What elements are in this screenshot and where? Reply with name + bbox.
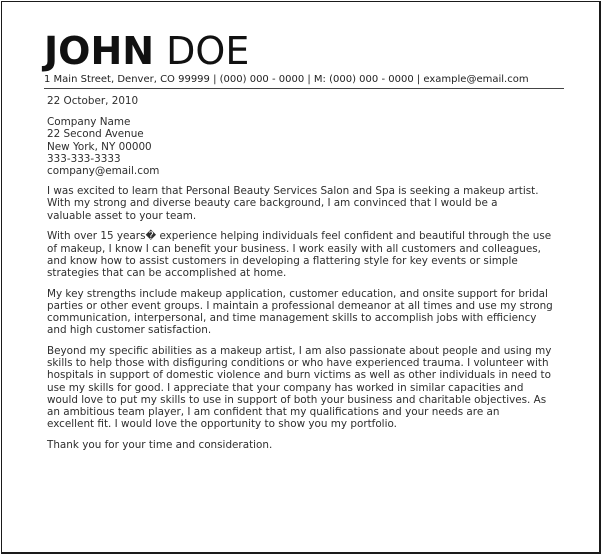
paragraph-strengths — [47, 288, 567, 337]
recipient-address — [47, 116, 567, 177]
paragraph-experience — [47, 230, 567, 279]
recipient-company: Company Name — [47, 116, 131, 129]
recipient-phone: 333-333-3333 — [47, 152, 121, 165]
paragraph-line: valuable asset to your team. — [47, 209, 197, 222]
recipient-city: New York, NY 00000 — [47, 140, 152, 153]
paragraph-line: skills to help those with disfiguring conditions or who have experienced trauma. I volunteer with — [47, 357, 549, 370]
paragraph-line: and know how to assist customers in developing a flattering style for key events or simple — [47, 254, 518, 267]
paragraph-line: and high customer satisfaction. — [47, 324, 212, 337]
letter-page — [1, 1, 601, 554]
paragraph-line: My key strengths include makeup application, customer education, and onsite support for bridal — [47, 287, 548, 300]
paragraph-line: Beyond my specific abilities as a makeup artist, I am also passionate about people and using my — [47, 344, 552, 357]
sender-first-name: JOHN — [44, 29, 155, 73]
paragraph-line: parties or other event groups. I maintain a professional demeanor at all times and use my strong — [47, 299, 553, 312]
paragraph-line: hospitals in support of domestic violence and burn victims as well as other individuals in need to — [47, 369, 551, 382]
paragraph-intro — [47, 185, 567, 222]
paragraph-line: With over 15 years� experience helping individuals feel confident and beautiful through the use — [47, 230, 552, 243]
letter-body — [47, 95, 567, 460]
paragraph-line: Thank you for your time and consideration. — [47, 438, 273, 451]
letter-date: 22 October, 2010 — [47, 95, 139, 107]
paragraph-line: communication, interpersonal, and time management skills to accomplish jobs with efficiency — [47, 312, 537, 325]
letterhead — [44, 30, 564, 90]
paragraph-line: I was excited to learn that Personal Beauty Services Salon and Spa is seeking a makeup artist. — [47, 185, 539, 198]
paragraph-line: strategies that can be accomplished at home. — [47, 266, 287, 279]
paragraph-line: With my strong and diverse beauty care background, I am convinced that I would be a — [47, 197, 498, 210]
sender-last-name: DOE — [166, 29, 250, 73]
paragraph-passion — [47, 345, 567, 430]
paragraph-closing — [47, 439, 567, 451]
paragraph-line: use my skills for good. I appreciate that your company has worked in similar capacities and — [47, 381, 524, 394]
recipient-street: 22 Second Avenue — [47, 128, 144, 141]
paragraph-line: excellent fit. I would love the opportunity to show you my portfolio. — [47, 418, 397, 431]
sender-contact-line: 1 Main Street, Denver, CO 99999 | (000) 000 - 0000 | M: (000) 000 - 0000 | example@email.com — [44, 74, 529, 85]
paragraph-line: of makeup, I know I can benefit your business. I work easily with all customers and colleagues, — [47, 242, 541, 255]
paragraph-line: would love to put my skills to use in support of both your business and charitable objectives. As — [47, 393, 547, 406]
paragraph-line: an ambitious team player, I am confident that my qualifications and your needs are an — [47, 405, 500, 418]
sender-name — [44, 30, 564, 72]
recipient-email: company@email.com — [47, 165, 160, 178]
header-divider — [44, 88, 564, 89]
